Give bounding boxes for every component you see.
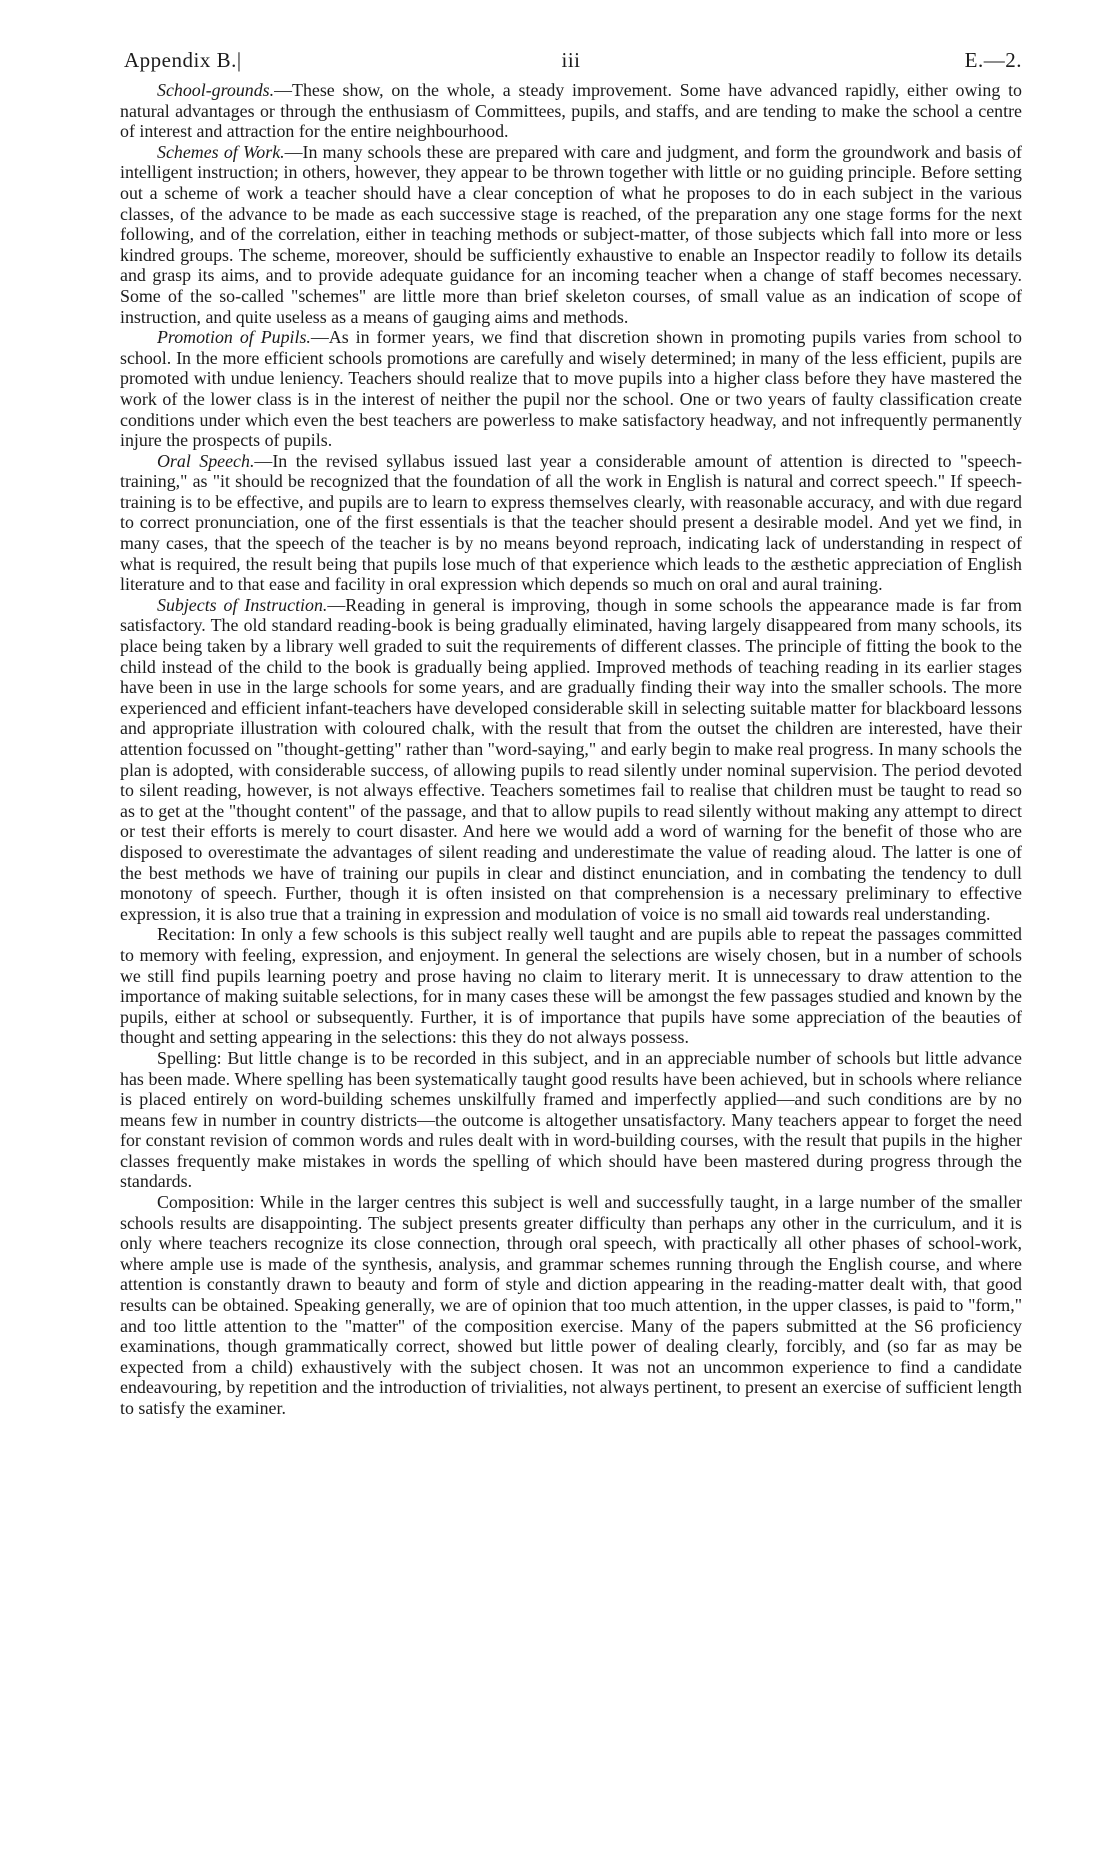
paragraph-heading: School-grounds. [157,80,275,100]
paragraph-text: —Reading in general is improving, though in some schools the appearance made is far from satisfactory. The old standard reading-book is being gradually eliminated, having largely disappeared from many schools, its place being taken by a library well graded to suit the requirements of different classes. The principle of fitting the book to the child instead of the child to the book is gradually being applied. Improved methods of teaching reading in its earlier stages have been in use in the large schools for some years, and are gradually finding their way into the smaller schools. The more experienced and efficient infant-teachers have developed considerable skill in selecting suitable matter for blackboard lessons and appropriate illustration with coloured chalk, with the result that from the outset the children are interested, have their attention focussed on "thought-getting" rather than "word-saying," and early begin to make real progress. In many schools the plan is adopted, with considerable success, of allowing pupils to read silently under nominal supervision. The period devoted to silent reading, however, is not always effective. Teachers sometimes fail to realise that children must be taught to read so as to get at the "thought content" of the passage, and that to allow pupils to read silently without making any attempt to direct or test their efforts is merely to court disaster. And here we would add a word of warning for the benefit of those who are disposed to overestimate the advantages of silent reading and underestimate the value of reading aloud. The latter is one of the best methods we have of training our pupils in clear and distinct enunciation, and in combating the tendency to dull monotony of speech. Further, though it is often insisted on that comprehension is a necessary preliminary to effective expression, it is also true that a training in expression and modulation of voice is no small aid towards real understanding. [120,594,1022,924]
document-body [120,80,1022,1419]
paragraph-text: Composition: While in the larger centres this subject is well and successfully taught, in a large number of the smaller schools results are disappointing. The subject presents greater difficulty than perhaps any other in the curriculum, and it is only where teachers recognize its close connection, through oral speech, with practically all other phases of school-work, where ample use is made of the synthesis, analysis, and grammar schemes running through the English course, and where attention is constantly drawn to beauty and form of style and diction appearing in the reading-matter dealt with, that good results can be obtained. Speaking generally, we are of opinion that too much attention, in the upper classes, is paid to "form," and too little attention to the "matter" of the composition exercise. Many of the papers submitted at the S6 proficiency examinations, though grammatically correct, showed but little power of dealing clearly, forcibly, and (so far as may be expected from a child) exhaustively with the subject chosen. It was not an uncommon experience to find a candidate endeavouring, by repetition and the introduction of trivialities, not always pertinent, to present an exercise of sufficient length to satisfy the examiner. [120,1192,1022,1418]
paragraph-text: Recitation: In only a few schools is this subject really well taught and are pupils able to repeat the passages committed to memory with feeling, expression, and enjoyment. In general the selections are wisely chosen, but in a number of schools we still find pupils learning poetry and prose having no claim to literary merit. It is unnecessary to draw attention to the importance of making suitable selections, for in many cases these will be amongst the few passages studied and known by the pupils, either at school or subsequently. Further, it is of importance that pupils have some appreciation of the beauties of thought and setting appearing in the selections: this they do not always possess. [120,924,1022,1048]
paragraph-schemes-of-work [120,142,1022,327]
paragraph-recitation [120,924,1022,1048]
paragraph-text: —These show, on the whole, a steady improvement. Some have advanced rapidly, either owing to natural advantages or through the enthusiasm of Committees, pupils, and staffs, and are tending to make the school a centre of interest and attraction for the entire neighbourhood. [120,80,1022,142]
paragraph-text: Spelling: But little change is to be recorded in this subject, and in an appreciable number of schools but little advance has been made. Where spelling has been systematically taught good results have been achieved, but in schools where reliance is placed entirely on word-building schemes unskilfully framed and imperfectly applied—and such conditions are by no means few in number in country districts—the outcome is altogether unsatisfactory. Many teachers appear to forget the need for constant revision of common words and rules dealt with in word-building courses, with the result that pupils in the higher classes frequently make mistakes in words the spelling of which should have been mastered during progress through the standards. [120,1047,1022,1192]
paragraph-spelling [120,1048,1022,1192]
paragraph-oral-speech [120,451,1022,595]
paragraph-text: —In the revised syllabus issued last year a considerable amount of attention is directed to "speech-training," as "it should be recognized that the foundation of all the work in English is natural and correct speech." If speech-training is to be effective, and pupils are to learn to express themselves clearly, with reasonable accuracy, and with due regard to correct pronunciation, one of the first essentials is that the teacher should present a desirable model. And yet we find, in many cases, that the speech of the teacher is by no means beyond reproach, indicating lack of understanding in respect of what is required, the result being that pupils lose much of that experience which leads to the æsthetic appreciation of English literature and to that ease and facility in oral expression which depends so much on oral and aural training. [120,450,1022,595]
paragraph-subjects-of-instruction [120,595,1022,925]
paragraph-promotion-of-pupils [120,327,1022,451]
paragraph-composition [120,1192,1022,1419]
paragraph-text: —In many schools these are prepared with care and judgment, and form the groundwork and basis of intelligent instruction; in others, however, they appear to be thrown together with little or no guiding principle. Before setting out a scheme of work a teacher should have a clear conception of what he proposes to do in each subject in the various classes, of the advance to be made as each successive stage is reached, of the preparation any one stage forms for the next following, and of the correlation, either in teaching methods or subject-matter, of those subjects which fall into more or less kindred groups. The scheme, moreover, should be sufficiently exhaustive to enable an Inspector readily to follow its details and grasp its aims, and to provide adequate guidance for an incoming teacher when a change of staff becomes necessary. Some of the so-called "schemes" are little more than brief skeleton courses, of small value as an indication of scope of instruction, and quite useless as a means of gauging aims and methods. [120,141,1022,327]
page-number: iii [561,48,581,72]
paragraph-text: —As in former years, we find that discretion shown in promoting pupils varies from school to school. In the more efficient schools promotions are carefully and wisely determined; in many of the less efficient, pupils are promoted with undue leniency. Teachers should realize that to move pupils into a higher class before they have mastered the work of the lower class is in the interest of neither the pupil nor the school. One or two years of faulty classification create conditions under which even the best teachers are powerless to make satisfactory headway, and not infrequently permanently injure the prospects of pupils. [120,327,1022,451]
appendix-label: Appendix B.| [124,48,242,72]
document-reference: E.—2. [964,48,1022,72]
paragraph-heading: Schemes of Work. [157,141,285,162]
running-head [120,38,1022,78]
paragraph-school-grounds [120,80,1022,142]
paragraph-heading: Oral Speech. [157,450,255,471]
paragraph-heading: Subjects of Instruction. [157,594,328,615]
paragraph-heading: Promotion of Pupils. [157,327,311,348]
